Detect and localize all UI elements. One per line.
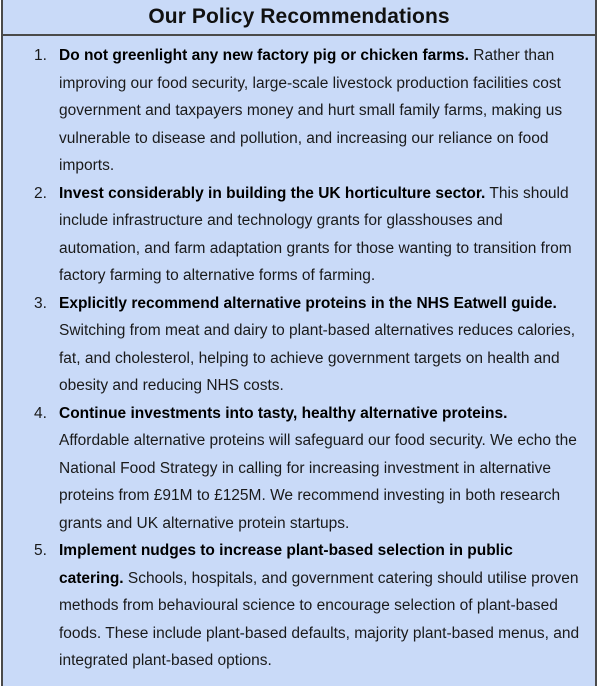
item-body: Switching from meat and dairy to plant-based alternatives reduces calories, fat, and cholesterol, helping to achieve government targets on health and obesity and reducing NHS costs.	[59, 322, 576, 394]
item-body: Rather than improving our food security, large-scale livestock production facilities cost government and taxpayers money and hurt small family farms, making us vulnerable to disease and pollution, and increasing our reliance on food imports.	[59, 47, 563, 174]
item-number: 2.	[34, 184, 47, 202]
item-text	[59, 290, 595, 400]
item-lead: Implement nudges to increase plant-based selection in public catering.	[59, 542, 513, 587]
item-text	[59, 400, 595, 538]
item-lead: Invest considerably in building the UK horticulture sector.	[59, 184, 486, 202]
list-item	[3, 400, 595, 538]
item-text	[59, 180, 595, 290]
list-item	[3, 42, 595, 180]
item-number: 3.	[34, 294, 47, 312]
header	[3, 0, 595, 36]
item-text	[59, 537, 595, 675]
list-item	[3, 290, 595, 400]
item-number: 1.	[34, 47, 47, 64]
list-item	[3, 180, 595, 290]
item-number: 4.	[34, 404, 47, 422]
item-body: This should include infrastructure and technology grants for glasshouses and automation, and farm adaptation grants for those wanting to transition from factory farming to alternative forms of farming.	[59, 184, 572, 284]
page-title: Our Policy Recommendations	[148, 5, 450, 28]
item-body: Affordable alternative proteins will safeguard our food security. We echo the National Food Strategy in calling for increasing investment in alternative proteins from £91M to £125M. We recommend investing in both research grants and UK alternative protein startups.	[59, 432, 577, 532]
item-lead: Do not greenlight any new factory pig or chicken farms.	[59, 47, 469, 64]
item-lead: Explicitly recommend alternative proteins in the NHS Eatwell guide.	[59, 294, 557, 312]
item-number: 5.	[34, 542, 47, 559]
policy-box	[1, 0, 597, 686]
item-text	[59, 42, 595, 180]
item-body: Schools, hospitals, and government catering should utilise proven methods from behavioural science to encourage selection of plant-based foods. These include plant-based defaults, majority plant-based menus, and integrated plant-based options.	[59, 569, 580, 669]
recommendation-list	[3, 36, 595, 675]
item-lead: Continue investments into tasty, healthy alternative proteins.	[59, 404, 508, 422]
list-item	[3, 537, 595, 675]
